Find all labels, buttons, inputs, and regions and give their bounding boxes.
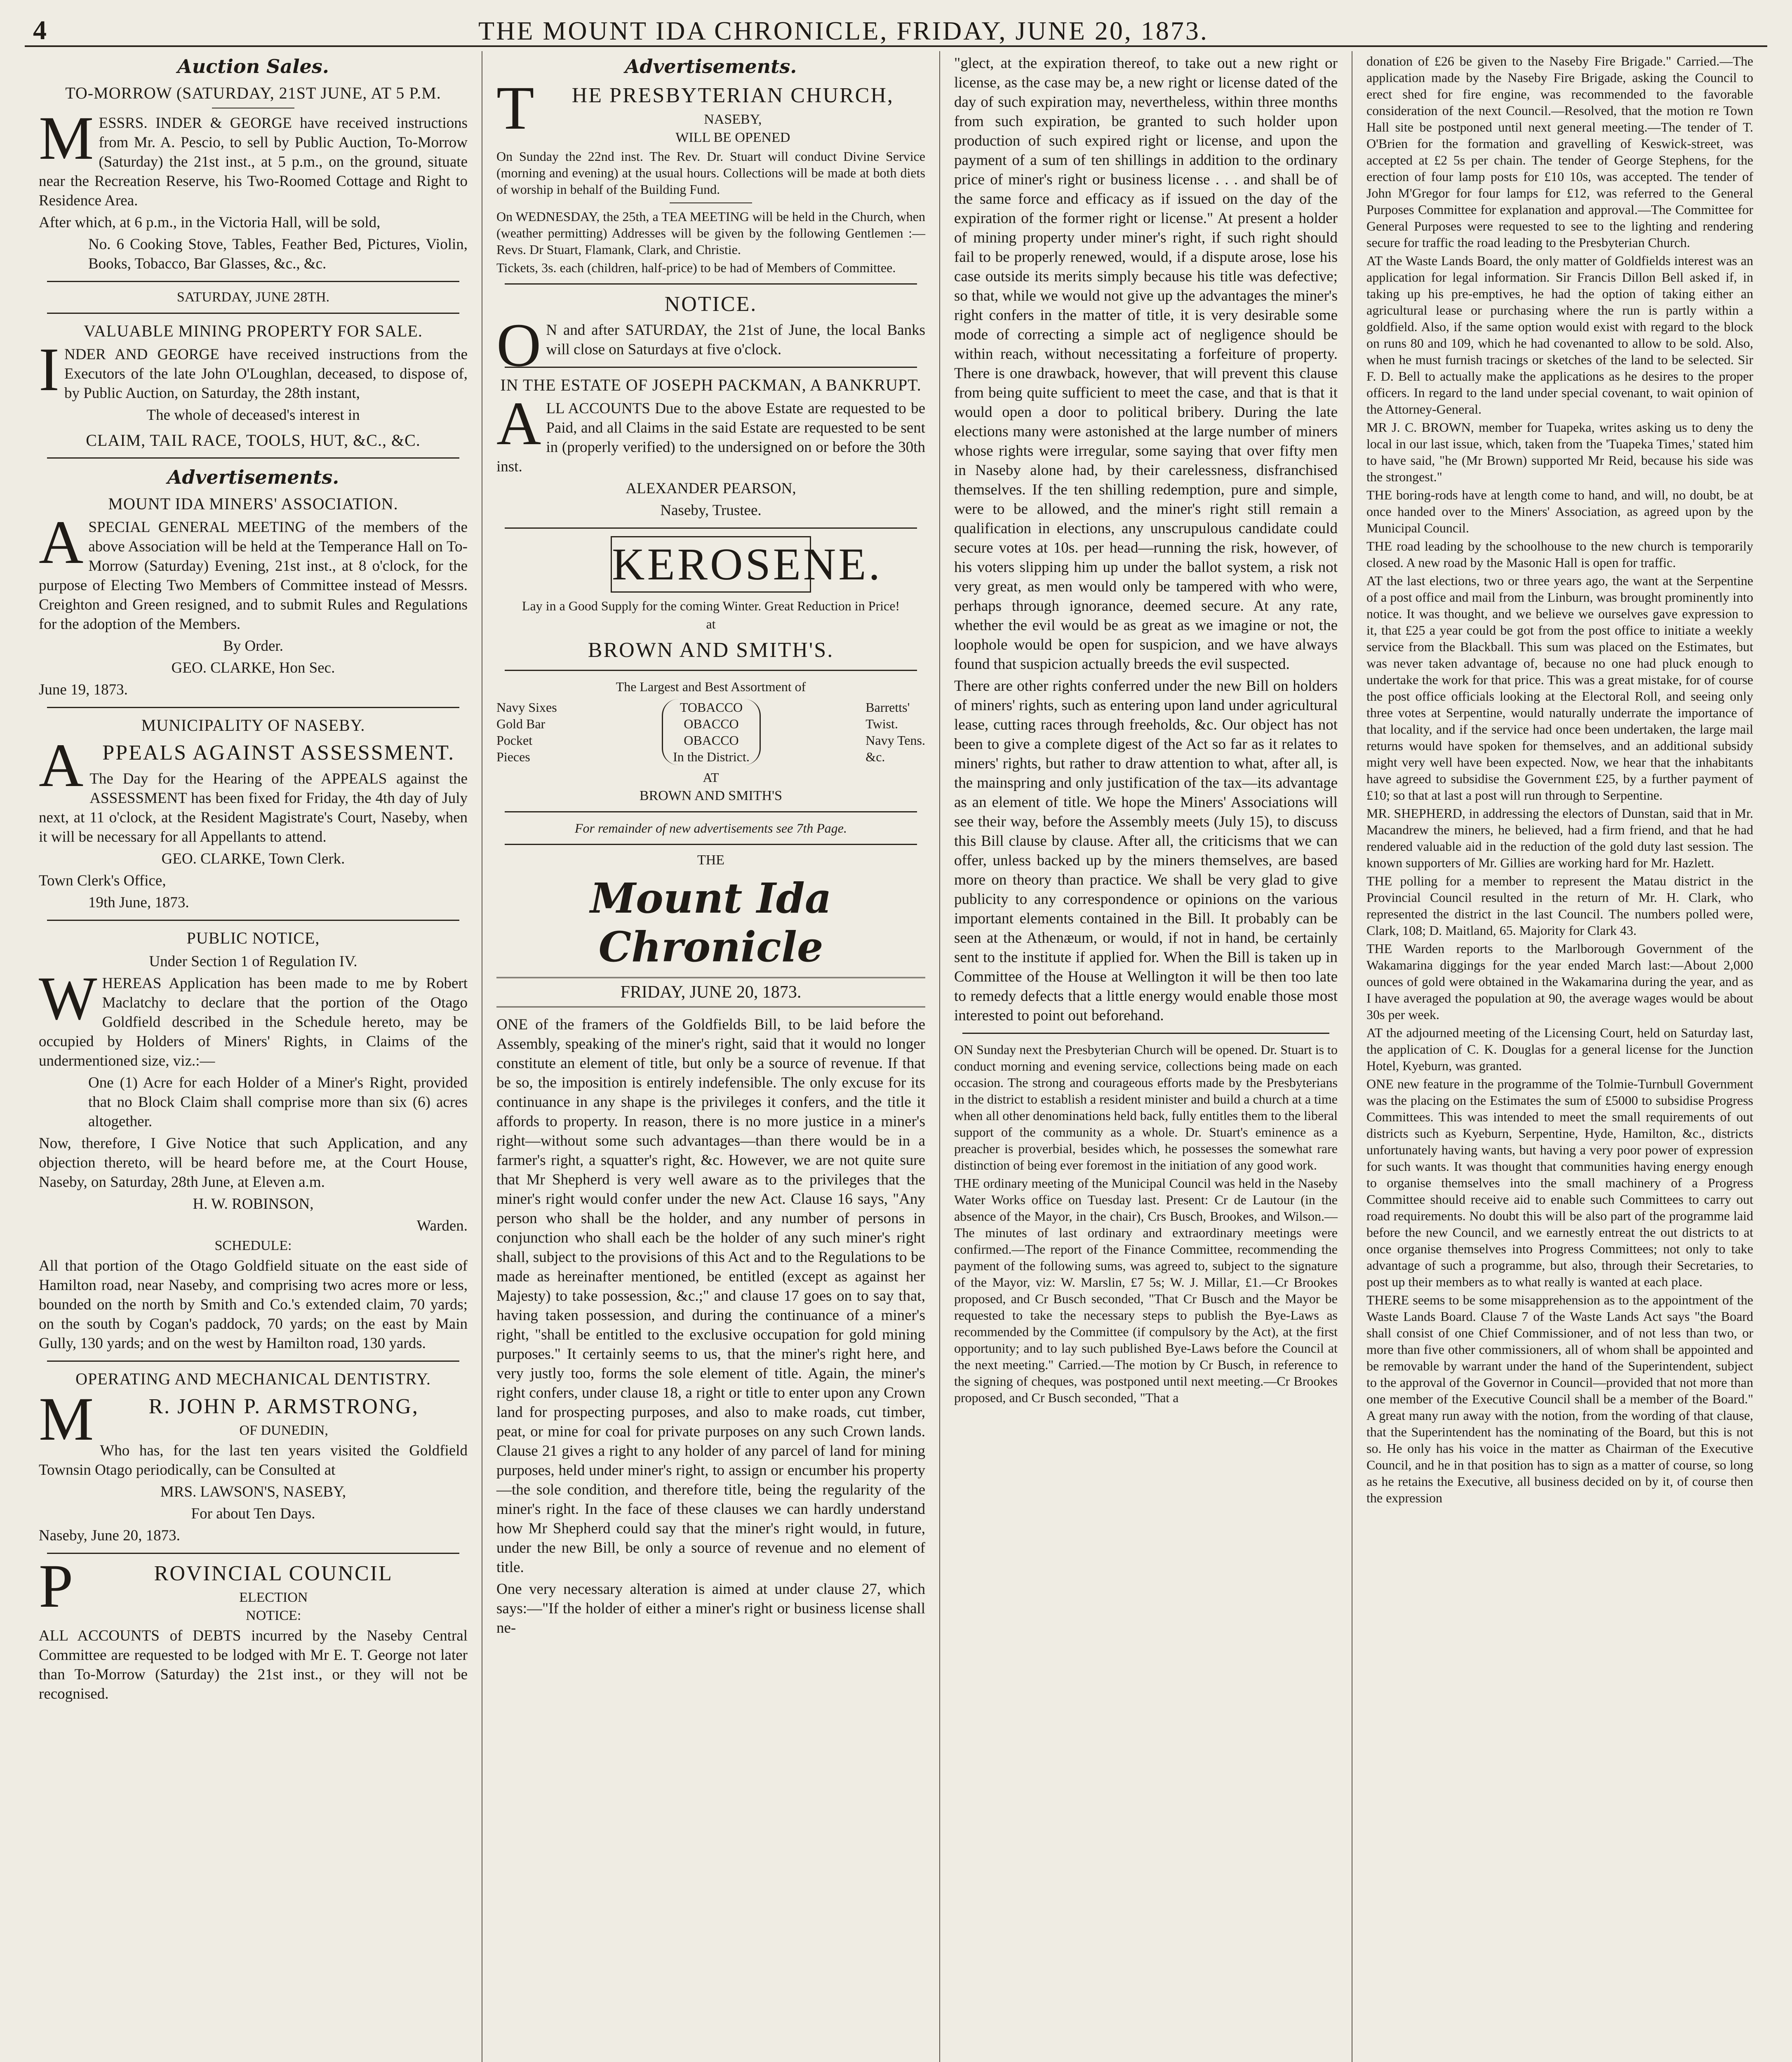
- miners-sign: GEO. CLARKE, Hon Sec.: [171, 659, 335, 676]
- advertisements-header: Advertisements.: [167, 466, 339, 488]
- tobacco-mid: TOBACCO OBACCO OBACCO In the District.: [662, 699, 761, 765]
- editorial-p4: There are other rights conferred under the new Bill on holders of miners' rights, such as entering upon land under agricultural lease, cutting races through freeholds, &c. Our object has not been to give a complete digest of the Act so far as it relates to miners' rights, but rather to draw attention to what, after all, is the mainspring and only justification of the tax—its advantage as an element of title. We hope the Miners' Associations will see their way, before the Assembly meets (July 15), to discuss this Bill clause by clause. After all, the criticisms that we can offer, unless backed up by the miners themselves, are based more on theory than practice. We shall be very glad to give publicity to any correspondence or opinions on the various important elements contained in the Bill. It probably can be seen at the Athenæum, or would, if not in hand, be certainly sent to the institute if applied for. When the Bill is taken up in Committee of the House at Wellington it will be then too late to remedy defects that a little energy would enable those most interested to point out beforehand.: [954, 678, 1338, 1024]
- tobacco-left: Navy Sixes Gold Bar Pocket Pieces: [496, 700, 557, 764]
- news-brown: MR J. C. BROWN, member for Tuapeka, writes asking us to deny the local in our last issue, which, taken from the 'Tuapeka Times,' stated him to have said, "he (Mr Brown) supported Mr Reid, because his side was the strongest.": [1366, 420, 1753, 484]
- kerosene-logo: KEROSENE.: [611, 536, 811, 593]
- running-title: THE MOUNT IDA CHRONICLE, FRIDAY, JUNE 20, 1873.: [478, 16, 1209, 45]
- banks-notice-heading: NOTICE.: [664, 292, 757, 316]
- kerosene-at: at: [706, 617, 716, 631]
- election-sub: ELECTION: [239, 1590, 308, 1605]
- news-waste-lands: AT the Waste Lands Board, the only matter of Goldfields interest was an application for legal information. Sir Francis Dillon Bell asked if, in taking up his pre-emptives, he had the option of taking either an agricultural lease or purchasing where the run is partly within a goldfield. Also, if the same option would exist with regard to the block on runs 80 and 109, which he had covenanted to allow to be sold. Also, when he must furnish tracings or sketches of the land to be selected. Sir F. D. Bell to actually make the applications as he desires to the proper officers. In regard to the land under special covenant, to wait opinion of the Attorney-General.: [1366, 253, 1753, 417]
- appeals-heading: APPEALS AGAINST ASSESSMENT.: [39, 731, 455, 800]
- dentist-body: Who has, for the last ten years visited the Goldfield Townsin Otago periodically, can be Consulted at: [39, 1442, 468, 1478]
- church-heading: THE PRESBYTERIAN CHURCH,: [496, 74, 894, 142]
- dentist-of: OF DUNEDIN,: [239, 1423, 328, 1438]
- kerosene-firm: BROWN AND SMITH'S.: [588, 638, 834, 662]
- divider: [47, 920, 459, 921]
- sale2-whole: The whole of deceased's interest in: [146, 407, 360, 424]
- sale1-body: MESSRS. INDER & GEORGE have received instructions from Mr. A. Pescio, to sell by Public Auction, To-Morrow (Saturday) the 21st inst., at 5 p.m., on the ground, situate near the Recreation Reserve, his Two-Roomed Cottage and Right to Residence Area.: [39, 104, 468, 209]
- divider: [505, 283, 917, 285]
- news-warden: THE Warden reports to the Marlborough Government of the Wakamarina diggings for the year ended March last:—About 2,000 ounces of gold were obtained in the Wakamarina during the year, and as I have averaged the population at 90, the average wages would be about 30s per week.: [1366, 941, 1753, 1022]
- remainder-note: For remainder of new advertisements see 7th Page.: [574, 821, 847, 836]
- column-2: [482, 51, 940, 2062]
- news-boring-rods: THE boring-rods have at length come to hand, and will, no doubt, be at once handed over to the Miners' Association, as agreed upon by the Municipal Council.: [1366, 487, 1753, 535]
- divider: [47, 313, 459, 314]
- column-3: [940, 51, 1352, 2062]
- estate-sign: ALEXANDER PEARSON,: [626, 480, 796, 497]
- news-post-office: AT the last elections, two or three years ago, the want at the Serpentine of a post office and mail from the Linburn, was brought prominently into notice. It was thought, and we believe we ourselves gave expression to it, that £25 a year could be got from the post office to initiate a weekly service from the Blackball. This sum was placed on the Estimates, but was never taken advantage of, because no one had pluck enough to undertake the work for that price. This was a great mistake, for of course the post office officials looking at the Electoral Roll, and seeing only three votes at Serpentine, would naturally underrate the importance of that locality, and if the service had once been undertaken, the large mail returns would have spoken for themselves, and an additional subsidy might very well have been expected. Now, we hear that the inhabitants have agreed to subsidise the Government £25, by a further payment of £10; so that at last a post will run through to Serpentine.: [1366, 573, 1753, 803]
- column-4: [1352, 51, 1767, 2062]
- church-opened: WILL BE OPENED: [675, 130, 790, 145]
- church-town: NASEBY,: [704, 112, 762, 127]
- divider: [47, 707, 459, 708]
- public-notice-title: Warden.: [416, 1217, 468, 1234]
- estate-title: Naseby, Trustee.: [660, 502, 762, 519]
- tea-tickets: Tickets, 3s. each (children, half-price) to be had of Members of Committee.: [496, 260, 896, 275]
- estate-heading: IN THE ESTATE OF JOSEPH PACKMAN, A BANKRUPT.: [500, 376, 922, 394]
- news-council: THE ordinary meeting of the Municipal Council was held in the Naseby Water Works office on Tuesday last. Present: Cr de Lautour (in the absence of the Mayor, in the chair), Crs Busch, Brookes, and Wilson.—The minutes of last ordinary and extraordinary meetings were confirmed.—The report of the Finance Committee, recommending the payment of the following sums, was agreed to, subject to the signature of the Mayor, viz: W. Marslin, £7 5s; W. J. Millar, £1.—Cr Brookes proposed, and Cr Busch seconded, "That Cr Busch and the Mayor be requested to take the necessary steps to publish the Bye-Laws as recommended by the Committee (if compulsory by the Act), at the first opportunity; and to lay such published Bye-Laws before the Council at the next meeting." Carried.—The motion by Cr Busch, in reference to the signing of cheques, was postponed until next meeting.—Cr Brookes proposed, and Cr Busch seconded, "That a: [954, 1176, 1338, 1405]
- sale2-items: CLAIM, TAIL RACE, TOOLS, HUT, &C., &C.: [86, 431, 421, 450]
- appeals-date: 19th June, 1873.: [88, 894, 189, 911]
- masthead: [25, 8, 1767, 47]
- kerosene-body: Lay in a Good Supply for the coming Winter. Great Reduction in Price!: [522, 598, 900, 613]
- dentist-where: MRS. LAWSON'S, NASEBY,: [160, 1483, 346, 1500]
- paper-dateline: FRIDAY, JUNE 20, 1873.: [496, 977, 925, 1007]
- news-council-cont: donation of £26 be given to the Naseby Fire Brigade." Carried.—The application made by the Naseby Fire Brigade, asking the Council to erect shed for fire engine, was recommended to the favorable consideration of the next Council.—Resolved, that the motion re Town Hall site be postponed until next general meeting.—The tender of T. O'Brien for the formation and gravelling of Keswick-street, was accepted at £2 5s per chain. The tender of George Stephens, for the erection of four lamp posts for £10 10s, was accepted. The tender of John M'Gregor for four lamps for £12, was referred to the General Purposes Committee for explanation and approval.—The Committee for General Purposes were requested to see to the lighting and rendering secure for traffic the road leading to the Presbyterian Church.: [1366, 54, 1753, 250]
- dentist-name: MR. JOHN P. ARMSTRONG,: [39, 1385, 419, 1453]
- appeals-office: Town Clerk's Office,: [39, 872, 166, 889]
- tobacco-at: AT: [703, 770, 719, 785]
- news-church: ON Sunday next the Presbyterian Church will be opened. Dr. Stuart is to conduct morning and evening service, collections being made on each occasion. The strong and courageous efforts made by the Presbyterians in the district to establish a resident minister and build a church at a time when all other denominations held back, fully entitles them to the liberal support of the community as a whole. Dr. Stuart's eminence as a preacher is proverbial, besides which, he possesses the somewhat rare distinction of being ever foremost in the initiation of any good work.: [954, 1042, 1338, 1172]
- page-number: 4: [33, 15, 47, 45]
- sale1-heading: TO-MORROW (SATURDAY, 21ST JUNE, AT 5 P.M.: [65, 84, 441, 102]
- divider: [505, 367, 917, 368]
- tobacco-firm: BROWN AND SMITH'S: [639, 788, 783, 803]
- schedule-heading: SCHEDULE:: [214, 1238, 292, 1253]
- estate-body: ALL ACCOUNTS Due to the above Estate are requested to be Paid, and all Claims in the said Estate are requested to be sent in (properly verified) to the undersigned on or before the 30th inst.: [496, 389, 925, 475]
- miners-order: By Order.: [223, 638, 283, 654]
- public-notice-sign: H. W. ROBINSON,: [193, 1196, 314, 1212]
- divider: [505, 811, 917, 812]
- advertisements-header: Advertisements.: [625, 55, 797, 78]
- news-road: THE road leading by the schoolhouse to the new church is temporarily closed. A new road by the Masonic Hall is open for traffic.: [1366, 539, 1753, 570]
- news-progress: ONE new feature in the programme of the Tolmie-Turnbull Government was the placing on the Estimates the sum of £5000 to subsidise Progress Committees. This was intended to meet the small requirements of out districts such as Kyeburn, Serpentine, Hyde, Hamilton, &c., districts unfortunately having wants, but having a very poor power of expression for such wants. It was thought that communities having energy enough to organise themselves into the small machinery of a Progress Committee should receive aid to enable such Committees to carry out road requirements. No doubt this will be also part of the programme laid before the new Council, and we earnestly entreat the out districts to at once organise themselves into Progress Committees; not only to take advantage of such a programme, but also, through their Secretaries, to post up their members as to what really is wanted at each place.: [1366, 1076, 1753, 1289]
- editorial-p3: "glect, at the expiration thereof, to take out a new right or license, as the case may be, a new right or license dated of the day of such expiration may, nevertheless, within three months from such expiration, be granted to such holder upon production of such expired right or license, and upon the payment of a sum of ten shillings in addition to the ordinary price of miner's right or business license . . . and shall be of the same force and efficacy as if issued on the day of the expiration of the former right or license." At present a holder of mining property under miner's right, if such right should fail to be properly renewed, would, if a dispute arose, lose his case outside its merits simply because his title was defective; so that, while we would not give up the advantages the miner's right confers in the matter of title, it is very desirable some mode of correcting a simple act of negligence should be within reach, without necessitating a forfeiture of property. There is one drawback, however, that will prevent this clause from being quite sufficient to meet the case, and that is that it would open a door to political bribery. During the late elections many were astonished at the large number of miners whose rights were irregular, some saying that over fifty men in Naseby alone had, by their carelessness, disfranchised themselves. If the ten shilling redemption, pure and simple, were to be allowed, and the miner's right still remain a qualification in elections, any unscrupulous candidate could secure votes at 10s. per head—running the risk, however, of his voters slipping him up under the ballot system, a risk not very great, as men would only be tampered with who were, perhaps through ignorance, deemed secure. At any rate, whether the evil would be as great as we imagine or not, the loophole would be open for suspicion, and we have always found that suspicion actually breeds the evil suspected.: [954, 55, 1338, 673]
- public-notice-sub: Under Section 1 of Regulation IV.: [149, 953, 357, 970]
- sale2-body: INDER AND GEORGE have received instructions from the Executors of the late John O'Loughlan, deceased, to dispose of, by Public Auction, on Saturday, the 28th instant,: [39, 335, 468, 404]
- election-heading: PROVINCIAL COUNCIL: [39, 1552, 393, 1620]
- sale2-date: SATURDAY, JUNE 28TH.: [176, 290, 330, 305]
- tea-body: On WEDNESDAY, the 25th, a TEA MEETING will be held in the Church, when (weather permitting) Addresses will be given by the following Gentlemen :— Revs. Dr Stuart, Flamank, Clark, and Christie.: [496, 209, 925, 257]
- paper-the: THE: [697, 852, 725, 868]
- auction-sales-header: Auction Sales.: [177, 55, 329, 78]
- election-body: ALL ACCOUNTS of DEBTS incurred by the Naseby Central Committee are requested to be lodged with Mr E. T. George not later than To-Morrow (Saturday) the 21st inst., or they will not be recognised.: [39, 1627, 468, 1702]
- column-1: [25, 51, 482, 2062]
- paper-title: Mount Ida Chronicle: [590, 874, 832, 971]
- appeals-sign: GEO. CLARKE, Town Clerk.: [161, 850, 345, 867]
- divider: [47, 281, 459, 282]
- public-notice-now: Now, therefore, I Give Notice that such Application, and any objection thereto, will be heard before me, at the Court House, Naseby, on Saturday, 28th June, at Eleven a.m.: [39, 1135, 468, 1191]
- divider: [505, 670, 917, 671]
- public-notice-heading: PUBLIC NOTICE,: [186, 929, 320, 947]
- divider: [505, 527, 917, 529]
- appeals-body: The Day for the Hearing of the APPEALS against the ASSESSMENT has been fixed for Friday, the 4th day of July next, at 11 o'clock, at the Resident Magistrate's Court, Naseby, when it will be necessary for all Appellants to attend.: [39, 770, 468, 845]
- divider: [962, 1033, 1329, 1034]
- public-notice-acre: One (1) Acre for each Holder of a Miner's Right, provided that no Block Claim shall comprise more than six (6) acres altogether.: [88, 1074, 468, 1130]
- miners-body: ASPECIAL GENERAL MEETING of the members of the above Association will be held at the Temperance Hall on To-Morrow (Saturday) Evening, 21st inst., at 8 o'clock, for the purpose of Electing Two Members of Committee instead of Messrs. Creighton and Green resigned, and to submit Rules and Regulations for the adoption of the Members.: [39, 508, 468, 633]
- news-shepherd: MR. SHEPHERD, in addressing the electors of Dunstan, said that in Mr. Macandrew the miners, he believed, had a firm friend, and that he had rendered valuable aid in the reduction of the gold duty last session. The known supporters of Mr. Gillies are working hard for Mr. Hazlett.: [1366, 806, 1753, 870]
- divider: [670, 202, 752, 203]
- divider: [47, 1361, 459, 1362]
- sale1-items: No. 6 Cooking Stove, Tables, Feather Bed, Pictures, Violin, Books, Tobacco, Bar Glasses, &c., &c.: [88, 236, 468, 272]
- miners-date: June 19, 1873.: [39, 681, 128, 698]
- election-notice: NOTICE:: [246, 1608, 301, 1623]
- dentistry-heading: OPERATING AND MECHANICAL DENTISTRY.: [75, 1370, 431, 1388]
- dentist-date: Naseby, June 20, 1873.: [39, 1527, 180, 1544]
- church-body: On Sunday the 22nd inst. The Rev. Dr. Stuart will conduct Divine Service (morning and evening) at the usual hours. Collections will be made at both diets of worship in behalf of the Building Fund.: [496, 149, 925, 197]
- news-licensing: AT the adjourned meeting of the Licensing Court, held on Saturday last, the application of C. K. Douglas for a general license for the Junction Hotel, Kyeburn, was granted.: [1366, 1025, 1753, 1073]
- schedule-body: All that portion of the Otago Goldfield situate on the east side of Hamilton road, near Naseby, and comprising two acres more or less, bounded on the north by Smith and Co.'s extended claim, 70 yards; on the south by Cogan's paddock, 70 yards; on the east by Main Gully, 130 yards; and on the west by Hamilton road, 130 yards.: [39, 1257, 468, 1352]
- tobacco-right: Barretts' Twist. Navy Tens. &c.: [865, 700, 925, 764]
- news-polling: THE polling for a member to represent the Matau district in the Provincial Council resulted in the return of Mr. H. Clark, who represented the district in the last Council. The numbers polled were, Clark, 108; D. Maitland, 65. Majority for Clark 43.: [1366, 873, 1753, 938]
- municipality-heading: MUNICIPALITY OF NASEBY.: [141, 716, 365, 734]
- sale2-heading: VALUABLE MINING PROPERTY FOR SALE.: [84, 322, 423, 340]
- divider: [47, 457, 459, 459]
- sale1-after: After which, at 6 p.m., in the Victoria Hall, will be sold,: [39, 214, 381, 231]
- divider: [505, 844, 917, 845]
- tobacco-brace-block: [496, 699, 925, 765]
- tobacco-heading: The Largest and Best Assortment of: [616, 679, 806, 694]
- news-commissioner: THERE seems to be some misapprehension as to the appointment of the Waste Lands Board. Clause 7 of the Waste Lands Act says "the Board shall consist of one Chief Commissioner, and of not less than two, or more than five other commissioners, all of whom shall be appointed and be removable by warrant under the hand of the Superintendent, subject to the approval of the Governor in Council—provided that not more than one member of the Executive Council shall be a member of the Board." A great many run away with the notion, from the wording of that clause, that the Superintendent has the nominating of the Board, but this is not so. He only has his voice in the matter as Chairman of the Executive Council, and he in that position has to sign as a matter of course, so long as he retains the Executive, all business decided on by it, of course then the expression: [1366, 1292, 1753, 1505]
- editorial-p2: One very necessary alteration is aimed at under clause 27, which says:—"If the holder of either a miner's right or business license shall ne-: [496, 1581, 925, 1636]
- public-notice-body: WHEREAS Application has been made to me by Robert Maclatchy to declare that the portion of the Otago Goldfield described in the Schedule hereto, may be occupied by Holders of Miners' Rights, in Claims of the undermentioned size, viz.:—: [39, 964, 468, 1069]
- editorial-p1: ONE of the framers of the Goldfields Bill, to be laid before the Assembly, speaking of the miner's right, said that it would no longer constitute an element of title, but only be a source of revenue. If that be so, the imposition is entirely indefensible. The only excuse for its continuance in any shape is the privileges it confers, and the title it affords to property. In reason, there is no more justice in a miner's right—without some such advantages—than there would be in a farmer's right, a squatter's right, &c. However, we are not quite sure that Mr Shepherd is very well aware as to the privileges that the miner's right would confer under the new Act. Clause 16 says, "Any person who shall be the holder, and any number of persons in conjunction who shall each be the holder of any such miner's right shall, subject to the provisions of this Act and to the Regulations to be made as hereinafter mentioned, be entitled (except as against her Majesty) to take possession, &c.;" and clause 17 goes on to say that, having taken possession, and during the continuance of a miner's right, "shall be entitled to the exclusive occupation for gold mining purposes." It certainly seems to us, that the miner's right here, and very justly too, forms the sole element of title. Again, the miner's right confers, under clause 18, a right or title to enter upon any Crown land for prospecting purposes, and also to make roads, cut timber, peat, or mine for coal for private purposes on any such Crown lands. Clause 21 gives a right to any holder of any parcel of land for mining purposes, held under miner's right, to assign or encumber his property—the sole condition, and therefore title, being the regularity of the miner's right. In the face of these clauses we can hardly understand how Mr Shepherd could say that the miner's right would, in future, under the new Bill, be only a source of revenue and no element of title.: [496, 1016, 925, 1576]
- dentist-days: For about Ten Days.: [191, 1505, 315, 1522]
- miners-heading: MOUNT IDA MINERS' ASSOCIATION.: [108, 494, 398, 513]
- banks-notice-body: ON and after SATURDAY, the 21st of June, the local Banks will close on Saturdays at five o'clock.: [496, 311, 925, 379]
- divider: [47, 1553, 459, 1554]
